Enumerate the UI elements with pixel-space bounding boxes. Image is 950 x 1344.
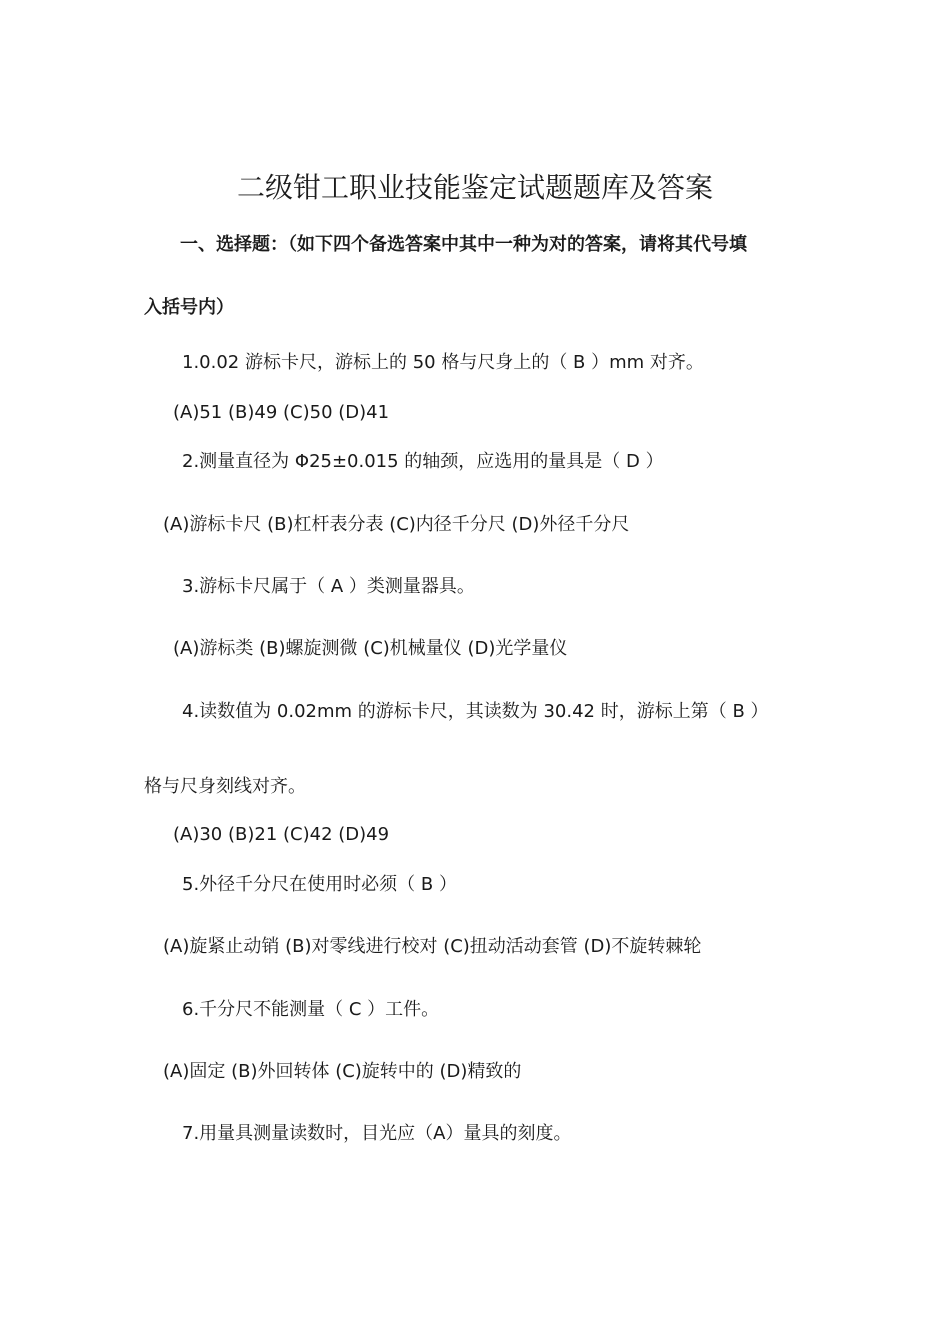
document-title: 二级钳工职业技能鉴定试题题库及答案 [236, 171, 713, 204]
section-heading-line2: 入括号内） [144, 297, 234, 318]
question-4-options: (A)30 (B)21 (C)42 (D)49 [173, 824, 390, 845]
question-5: 5.外径千分尺在使用时必须（ B ） [182, 874, 457, 895]
question-7: 7.用量具测量读数时，目光应（A）量具的刻度。 [182, 1123, 572, 1144]
question-6-options: (A)固定 (B)外回转体 (C)旋转中的 (D)精致的 [163, 1061, 522, 1082]
question-3: 3.游标卡尺属于（ A ）类测量器具。 [182, 576, 475, 597]
question-5-options: (A)旋紧止动销 (B)对零线进行校对 (C)扭动活动套管 (D)不旋转棘轮 [163, 936, 702, 957]
question-2: 2.测量直径为 Φ25±0.015 的轴颈，应选用的量具是（ D ） [182, 451, 664, 472]
question-3-options: (A)游标类 (B)螺旋测微 (C)机械量仪 (D)光学量仪 [173, 638, 568, 659]
question-4-continuation: 格与尺身刻线对齐。 [144, 776, 306, 797]
section-heading-line1: 一、选择题：（如下四个备选答案中其中一种为对的答案，请将其代号填 [180, 234, 747, 255]
question-1: 1.0.02 游标卡尺，游标上的 50 格与尺身上的（ B ）mm 对齐。 [182, 352, 704, 373]
question-4: 4.读数值为 0.02mm 的游标卡尺，其读数为 30.42 时，游标上第（ B ） [182, 701, 769, 722]
question-2-options: (A)游标卡尺 (B)杠杆表分表 (C)内径千分尺 (D)外径千分尺 [163, 514, 630, 535]
question-6: 6.千分尺不能测量（ C ）工件。 [182, 999, 440, 1020]
question-1-options: (A)51 (B)49 (C)50 (D)41 [173, 402, 390, 423]
